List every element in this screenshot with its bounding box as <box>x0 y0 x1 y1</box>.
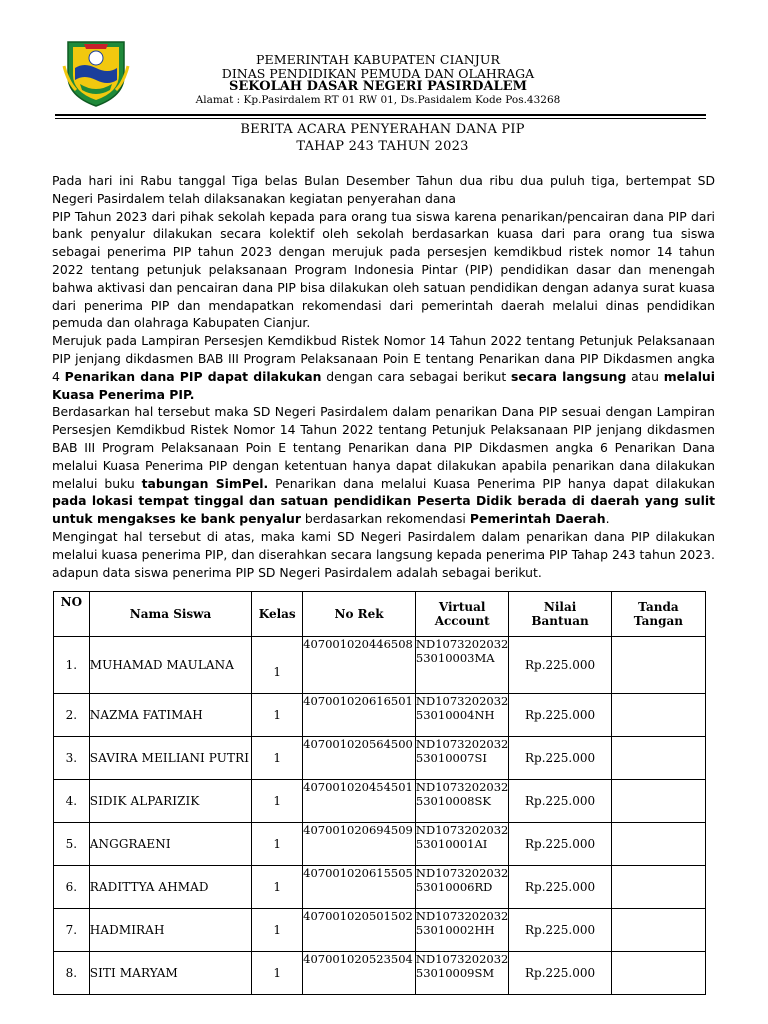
text-span: dengan cara sebagai berikut <box>321 368 512 384</box>
cell-tanda-tangan <box>611 823 705 866</box>
text-span: berdasarkan rekomendasi <box>300 511 470 527</box>
cell-nilai-bantuan: Rp.225.000 <box>509 866 611 909</box>
letterhead-department: DINAS PENDIDIKAN PEMUDA DAN OLAHRAGA <box>221 66 535 81</box>
cell-tanda-tangan <box>611 952 705 995</box>
text-span: Penarikan dana melalui Kuasa Penerima PIP hanya dapat dilakukan <box>268 475 715 491</box>
cell-tanda-tangan <box>611 909 705 952</box>
document-title <box>100 121 665 155</box>
cell-no: 8. <box>54 952 90 995</box>
cell-kelas: 1 <box>252 637 303 694</box>
cell-tanda-tangan <box>611 866 705 909</box>
cell-no: 5. <box>54 823 90 866</box>
va-line1: ND1073202032 <box>415 694 509 708</box>
text-span: Berdasarkan hal tersebut maka SD Negeri Pasirdalem dalam penarikan Dana PIP sesuai dengan Lampiran Persesjen Kemdikbud Ristek Nomor 14 Tahun 2022 tentang Petunjuk Pelaksanaan PIP jenjang dikdasmen BAB III Program Pelaksanaan Poin E tentang Penarikan dana PIP Dikdasmen angka 6 Penarikan Dana melalui Kuasa Penerima PIP dengan ketentuan hanya dapat dilakukan apabila penarikan dana dilakukan melalui buku <box>52 404 715 491</box>
cell-virtual-account <box>415 952 508 995</box>
va-line2: 53010004NH <box>415 708 495 722</box>
cell-no-rek: 407001020616501 <box>303 694 416 737</box>
cell-nilai-bantuan: Rp.225.000 <box>509 909 611 952</box>
table-row <box>54 780 706 823</box>
paragraph-opening: Pada hari ini Rabu tanggal Tiga belas Bulan Desember Tahun dua ribu dua puluh tiga, bertempat SD Negeri Pasirdalem telah dilaksanakan kegiatan penyerahan dana <box>52 173 715 206</box>
va-line2: 53010009SM <box>415 966 495 980</box>
va-line2: 53010007SI <box>415 751 487 765</box>
cell-virtual-account <box>415 823 508 866</box>
table-row <box>54 694 706 737</box>
cell-no: 3. <box>54 737 90 780</box>
table-row <box>54 737 706 780</box>
va-line2: 53010001AI <box>415 837 488 851</box>
cianjur-regency-crest-icon <box>62 36 130 108</box>
cell-nama: HADMIRAH <box>89 909 252 952</box>
paragraph-pip-background: PIP Tahun 2023 dari pihak sekolah kepada para orang tua siswa karena penarikan/pencairan dana PIP dari bank penyalur dilakukan secara kolektif oleh sekolah berdasarkan kuasa dari para orang tua siswa sebagai penerima PIP tahun 2023 dengan merujuk pada persesjen kemdikbud ristek nomor 14 tahun 2022 tentang petunjuk pelaksanaan Program Indonesia Pintar (PIP) pendidikan dasar dan menengah bahwa aktivasi dan pencairan dana PIP bisa dilakukan oleh satuan pendidikan dengan adanya surat kuasa dari penerima PIP dan mendapatkan rekomendasi dari pemerintah daerah melalui dinas pendidikan pemuda dan olahraga Kabupaten Cianjur. <box>52 208 715 331</box>
va-line1: ND1073202032 <box>415 909 509 923</box>
cell-no: 1. <box>54 637 90 694</box>
letterhead <box>140 53 616 107</box>
cell-nilai-bantuan: Rp.225.000 <box>509 952 611 995</box>
va-line1: ND1073202032 <box>415 780 509 794</box>
cell-nama: ANGGRAENI <box>89 823 252 866</box>
table-row <box>54 866 706 909</box>
body-text <box>52 172 715 581</box>
table-header-row <box>54 592 706 637</box>
paragraph-closing: Mengingat hal tersebut di atas, maka kami SD Negeri Pasirdalem dalam penarikan dana PIP dilakukan melalui kuasa penerima PIP, dan diserahkan secara langsung kepada penerima PIP Tahap 243 tahun 2023. adapun data siswa penerima PIP SD Negeri Pasirdalem adalah sebagai berikut. <box>52 528 715 580</box>
cell-tanda-tangan <box>611 637 705 694</box>
cell-nama: SAVIRA MEILIANI PUTRI <box>89 737 252 780</box>
bold-span: secara langsung <box>511 368 627 384</box>
bold-span: melalui Kuasa Penerima PIP. <box>52 368 716 402</box>
va-line2: 53010002HH <box>415 923 495 937</box>
cell-kelas: 1 <box>252 866 303 909</box>
header-no: NO <box>54 592 90 637</box>
cell-virtual-account <box>415 909 508 952</box>
va-line2: 53010008SK <box>415 794 491 808</box>
cell-nama: SIDIK ALPARIZIK <box>89 780 252 823</box>
cell-no: 2. <box>54 694 90 737</box>
cell-kelas: 1 <box>252 737 303 780</box>
table-row <box>54 952 706 995</box>
paragraph-basis <box>52 403 715 528</box>
bold-span: Penarikan dana PIP dapat dilakukan <box>64 368 322 384</box>
recipients-table <box>53 591 706 995</box>
cell-tanda-tangan <box>611 694 705 737</box>
cell-no: 7. <box>54 909 90 952</box>
bold-span: Pemerintah Daerah <box>469 511 606 527</box>
text-span: atau <box>626 368 664 384</box>
text-span: . <box>605 511 610 527</box>
cell-virtual-account <box>415 866 508 909</box>
cell-nilai-bantuan: Rp.225.000 <box>509 637 611 694</box>
header-nama: Nama Siswa <box>89 592 252 637</box>
cell-nama: SITI MARYAM <box>89 952 252 995</box>
cell-no-rek: 407001020446508 <box>303 637 416 694</box>
cell-virtual-account <box>415 780 508 823</box>
cell-virtual-account <box>415 737 508 780</box>
text-span: Merujuk pada Lampiran Persesjen Kemdikbud Ristek Nomor 14 Tahun 2022 tentang Petunjuk Pelaksanaan PIP jenjang dikdasmen BAB III Program Pelaksanaan Poin E tentang Penarikan dana PIP Dikdasmen angka 4 <box>52 333 715 384</box>
va-line2: 53010006RD <box>415 880 493 894</box>
letterhead-divider-thick <box>55 114 706 116</box>
table-row <box>54 909 706 952</box>
cell-kelas: 1 <box>252 823 303 866</box>
cell-virtual-account <box>415 694 508 737</box>
cell-no-rek: 407001020501502 <box>303 909 416 952</box>
cell-nilai-bantuan: Rp.225.000 <box>509 737 611 780</box>
header-virtual-account: Virtual Account <box>415 592 508 637</box>
va-line1: ND1073202032 <box>415 737 509 751</box>
cell-virtual-account <box>415 637 508 694</box>
va-line1: ND1073202032 <box>415 952 509 966</box>
va-line1: ND1073202032 <box>415 637 509 651</box>
document-title-line2: TAHAP 243 TAHUN 2023 <box>296 139 469 154</box>
letterhead-school: SEKOLAH DASAR NEGERI PASIRDALEM <box>229 79 527 94</box>
cell-kelas: 1 <box>252 952 303 995</box>
letterhead-address: Alamat : Kp.Pasirdalem RT 01 RW 01, Ds.Pasidalem Kode Pos.43268 <box>195 94 561 106</box>
cell-no: 4. <box>54 780 90 823</box>
cell-no-rek: 407001020454501 <box>303 780 416 823</box>
cell-tanda-tangan <box>611 780 705 823</box>
header-no-rek: No Rek <box>303 592 416 637</box>
table-row <box>54 823 706 866</box>
va-line1: ND1073202032 <box>415 823 509 837</box>
cell-no-rek: 407001020564500 <box>303 737 416 780</box>
bold-span: pada lokasi tempat tinggal dan satuan pendidikan Peserta Didik berada di daerah yang sulit untuk mengakses ke bank penyalur <box>52 493 715 527</box>
cell-kelas: 1 <box>252 909 303 952</box>
letterhead-divider-thin <box>55 118 706 119</box>
cell-nilai-bantuan: Rp.225.000 <box>509 694 611 737</box>
cell-no-rek: 407001020615505 <box>303 866 416 909</box>
cell-nilai-bantuan: Rp.225.000 <box>509 780 611 823</box>
cell-nama: NAZMA FATIMAH <box>89 694 252 737</box>
header-tanda-tangan: Tanda Tangan <box>611 592 705 637</box>
cell-kelas: 1 <box>252 780 303 823</box>
cell-nilai-bantuan: Rp.225.000 <box>509 823 611 866</box>
va-line1: ND1073202032 <box>415 866 509 880</box>
document-title-line1: BERITA ACARA PENYERAHAN DANA PIP <box>240 122 525 137</box>
paragraph-reference <box>52 332 715 403</box>
table-row <box>54 637 706 694</box>
va-line2: 53010003MA <box>415 651 495 665</box>
header-nilai-bantuan: Nilai Bantuan <box>509 592 611 637</box>
bold-span: tabungan SimPel. <box>141 475 269 491</box>
cell-tanda-tangan <box>611 737 705 780</box>
header-kelas: Kelas <box>252 592 303 637</box>
letterhead-government: PEMERINTAH KABUPATEN CIANJUR <box>255 52 501 67</box>
cell-no: 6. <box>54 866 90 909</box>
cell-no-rek: 407001020694509 <box>303 823 416 866</box>
cell-nama: RADITTYA AHMAD <box>89 866 252 909</box>
cell-nama: MUHAMAD MAULANA <box>89 637 252 694</box>
cell-no-rek: 407001020523504 <box>303 952 416 995</box>
cell-kelas: 1 <box>252 694 303 737</box>
